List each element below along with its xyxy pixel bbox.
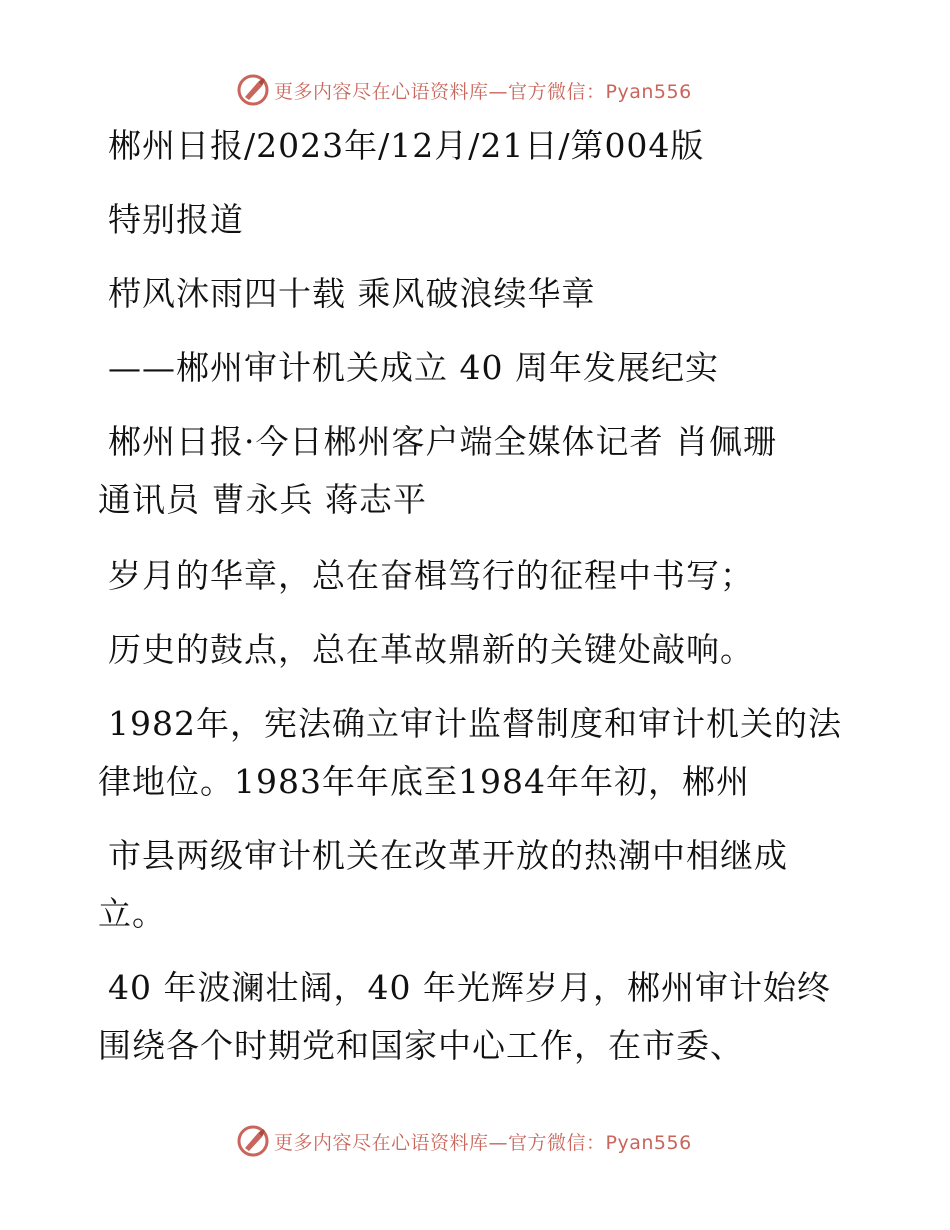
watermark-text: 更多内容尽在心语资料库—官方微信：Pyan556 <box>274 1131 692 1154</box>
body-paragraph-line: 历史的鼓点，总在革故鼎新的关键处敲响。 <box>108 630 754 669</box>
article-subtitle: ——郴州审计机关成立 40 周年发展纪实 <box>108 348 719 387</box>
watermark-logo-icon <box>236 73 270 107</box>
body-paragraph-line: 40 年波澜壮阔，40 年光辉岁月，郴州审计始终 <box>108 968 831 1007</box>
article-title: 栉风沐雨四十载 乘风破浪续华章 <box>108 274 596 313</box>
newspaper-dateline: 郴州日报/2023年/12月/21日/第004版 <box>108 126 705 165</box>
body-paragraph-line: 1982年，宪法确立审计监督制度和审计机关的法 <box>108 704 842 743</box>
body-paragraph-line: 律地位。1983年年底至1984年年初，郴州 <box>98 762 750 801</box>
body-paragraph-line: 市县两级审计机关在改革开放的热潮中相继成 <box>108 836 788 875</box>
body-paragraph-line: 立。 <box>98 894 166 933</box>
body-paragraph-line: 围绕各个时期党和国家中心工作，在市委、 <box>98 1026 744 1065</box>
body-paragraph-line: 岁月的华章，总在奋楫笃行的征程中书写； <box>108 556 754 595</box>
watermark-footer <box>236 1124 692 1158</box>
byline-continued: 通讯员 曹永兵 蒋志平 <box>98 480 427 519</box>
watermark-text: 更多内容尽在心语资料库—官方微信：Pyan556 <box>274 80 692 103</box>
section-label: 特别报道 <box>108 200 244 239</box>
byline: 郴州日报·今日郴州客户端全媒体记者 肖佩珊 <box>108 422 777 461</box>
watermark-header <box>236 73 692 107</box>
watermark-logo-icon <box>236 1124 270 1158</box>
